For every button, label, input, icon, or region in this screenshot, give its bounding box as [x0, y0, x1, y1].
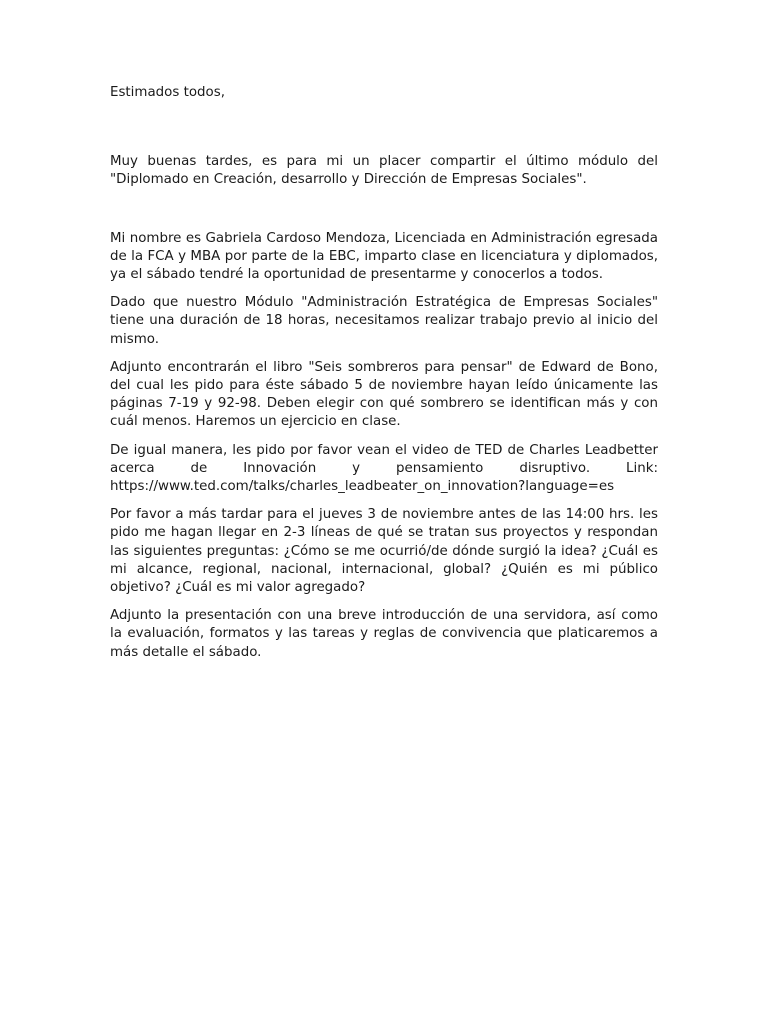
ted-link[interactable]: https://www.ted.com/talks/charles_leadbeater_on_innovation?language=es: [110, 479, 615, 495]
paragraph-deadline: Por favor a más tardar para el jueves 3 de noviembre antes de las 14:00 hrs. les pido me hagan llegar en 2-3 líneas de qué se tratan sus proyectos y respondan las siguientes preguntas: ¿Cómo se me ocurrió/de dónde surgió la idea? ¿Cuál es mi alcance, regional, nacional, internacional, global? ¿Quién es mi público objetivo? ¿Cuál es mi valor agregado?: [110, 507, 658, 596]
paragraph-attachment: Adjunto la presentación con una breve introducción de una servidora, así como la evaluación, formatos y las tareas y reglas de convivencia que platicaremos a más detalle el sábado.: [110, 608, 658, 660]
paragraph-module: Dado que nuestro Módulo "Administración Estratégica de Empresas Sociales" tiene una duración de 18 horas, necesitamos realizar trabajo previo al inicio del mismo.: [110, 295, 658, 347]
paragraph-intro: Muy buenas tardes, es para mi un placer compartir el último módulo del "Diplomado en Creación, desarrollo y Dirección de Empresas Sociales".: [110, 154, 658, 188]
paragraph-presentation: Mi nombre es Gabriela Cardoso Mendoza, Licenciada en Administración egresada de la FCA y MBA por parte de la EBC, imparto clase en licenciatura y diplomados, ya el sábado tendré la oportunidad de presentarme y conocerlos a todos.: [110, 230, 658, 283]
greeting: Estimados todos,: [110, 85, 225, 100]
paragraph-video: [110, 442, 658, 497]
letter-body: [110, 84, 658, 672]
paragraph-video-text: De igual manera, les pido por favor vean el video de TED de Charles Leadbetter acerca de Innovación y pensamiento disruptivo. Link:: [110, 442, 658, 476]
paragraph-book: Adjunto encontrarán el libro "Seis sombreros para pensar" de Edward de Bono, del cual les pido para éste sábado 5 de noviembre hayan leído únicamente las páginas 7-19 y 92-98. Deben elegir con qué sombrero se identifican más y con cuál menos. Haremos un ejercicio en clase.: [110, 359, 658, 430]
